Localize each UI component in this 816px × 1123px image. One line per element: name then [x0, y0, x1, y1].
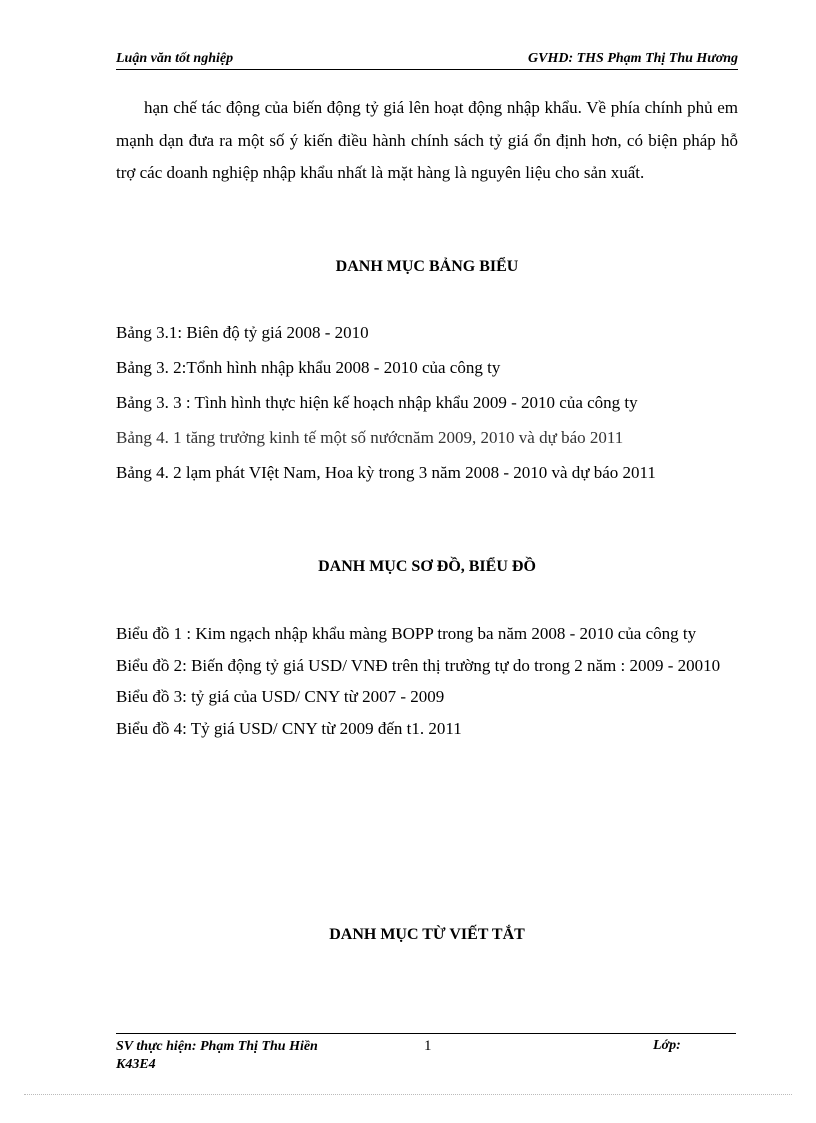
page-header — [116, 50, 738, 70]
table-list-item: Bảng 4. 1 tăng trưởng kinh tế một số nướcnăm 2009, 2010 và dự báo 2011 — [116, 428, 624, 447]
chart-list-item: Biểu đồ 3: tỷ giá của USD/ CNY từ 2007 - 2009 — [116, 687, 445, 706]
header-thesis-label: Luận văn tốt nghiệp — [116, 51, 234, 66]
footer-divider — [116, 1033, 736, 1034]
table-list-item: Bảng 3.1: Biên độ tỷ giá 2008 - 2010 — [116, 323, 369, 342]
header-advisor-label: GVHD: THS Phạm Thị Thu Hương — [528, 51, 738, 66]
footer-student-class-code: K43E4 — [116, 1057, 156, 1072]
footer-class-label: Lớp: — [653, 1038, 681, 1053]
table-list-item: Bảng 4. 2 lạm phát VIệt Nam, Hoa kỳ trong 3 năm 2008 - 2010 và dự báo 2011 — [116, 463, 656, 482]
table-list-item: Bảng 3. 3 : Tình hình thực hiện kế hoạch nhập khẩu 2009 - 2010 của công ty — [116, 393, 638, 412]
table-list-item: Bảng 3. 2:Tổnh hình nhập khẩu 2008 - 2010 của công ty — [116, 358, 501, 377]
page-number: 1 — [424, 1038, 432, 1054]
chart-list-item: Biểu đồ 4: Tỷ giá USD/ CNY từ 2009 đến t1. 2011 — [116, 718, 462, 738]
intro-paragraph: hạn chế tác động của biến động tỷ giá lên hoạt động nhập khẩu. Về phía chính phủ em mạnh dạn đưa ra một số ý kiến điều hành chính sách tỷ giá ổn định hơn, có biện pháp hỗ trợ các doanh nghiệp nhập khẩu nhất là mặt hàng là nguyên liệu cho sản xuất. — [116, 98, 738, 182]
tables-section-title: DANH MỤC BẢNG BIỂU — [335, 258, 519, 275]
chart-list-item: Biểu đồ 2: Biến động tỷ giá USD/ VNĐ trên thị trường tự do trong 2 năm : 2009 - 20010 — [116, 655, 721, 675]
charts-section-title: DANH MỤC SƠ ĐỒ, BIỂU ĐỒ — [318, 558, 536, 575]
page-bottom-rule — [24, 1094, 792, 1095]
chart-list-item: Biểu đồ 1 : Kim ngạch nhập khẩu màng BOPP trong ba năm 2008 - 2010 của công ty — [116, 624, 697, 643]
footer-student — [116, 1038, 366, 1074]
abbrev-section-title: DANH MỤC TỪ VIẾT TẮT — [329, 926, 525, 943]
tables-list — [116, 315, 738, 490]
footer-student-name: SV thực hiện: Phạm Thị Thu Hiền — [116, 1039, 318, 1054]
charts-list — [116, 618, 738, 744]
